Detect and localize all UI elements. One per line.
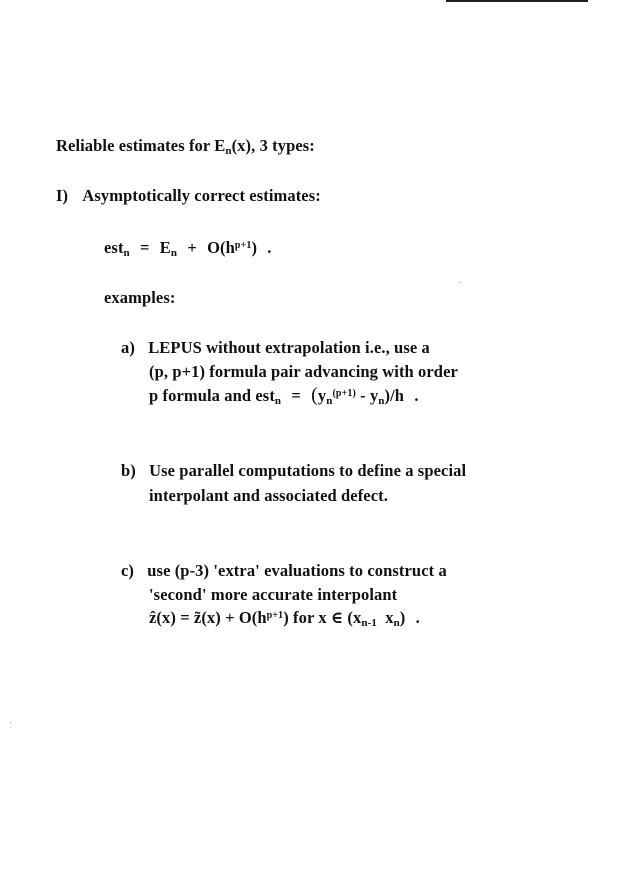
item-a-y-sup: (p+1) (332, 388, 356, 399)
item-c-text-3: ẑ(x) = z̃(x) + O(h (149, 608, 267, 627)
item-c-text-1: use (p-3) 'extra' evaluations to construct a (147, 561, 447, 580)
eq-lhs-sub: n (123, 247, 130, 259)
item-a-equals: = (291, 386, 301, 405)
section-title (56, 186, 321, 206)
item-c-sup: p+1 (266, 610, 284, 621)
item-a-y: y (317, 386, 327, 405)
eq-close: ) (251, 238, 258, 257)
scan-speck (10, 722, 11, 723)
item-a-line-1 (121, 338, 430, 358)
item-b-line-2: interpolant and associated defect. (149, 486, 388, 505)
item-c-label: c) (121, 561, 135, 580)
item-a-y2-sub: n (378, 395, 385, 407)
item-c-end: . (415, 608, 420, 627)
heading-text-end: (x), 3 types: (231, 136, 315, 155)
item-a-label: a) (121, 338, 135, 357)
top-edge-rule (446, 0, 588, 2)
scan-speck (459, 282, 460, 283)
eq-equals: = (140, 238, 150, 257)
page-heading (56, 136, 315, 157)
eq-e-sub: n (170, 247, 178, 259)
item-a-line-2: (p, p+1) formula pair advancing with order (149, 362, 458, 381)
section-marker: I) (56, 186, 69, 205)
item-a-sub: n (274, 395, 282, 407)
eq-order-sup: p+1 (234, 240, 252, 251)
heading-subscript: n (225, 145, 232, 157)
eq-e: E (159, 238, 171, 257)
eq-lhs: est (104, 238, 124, 257)
item-c-line-2: 'second' more accurate interpolant (149, 585, 398, 604)
item-b-label: b) (121, 461, 136, 480)
section-title-text: Asymptotically correct estimates: (82, 186, 321, 205)
item-a-y-sub: n (326, 395, 333, 407)
item-a-text-1: LEPUS without extrapolation i.e., use a (148, 338, 430, 357)
eq-order: O(h (207, 238, 235, 257)
item-a-post: )/h (384, 386, 405, 405)
heading-text: Reliable estimates for E (56, 136, 226, 155)
item-b-line-1 (121, 461, 466, 481)
eq-plus: + (187, 238, 197, 257)
item-c-mid: ) for x ∈ (x (283, 608, 362, 627)
item-a-text-3: p formula and est (149, 386, 275, 405)
item-a-paren: ( (311, 384, 318, 406)
eq-end: . (267, 238, 272, 257)
item-a-line-3 (149, 384, 419, 407)
item-c-line-3 (149, 608, 420, 629)
examples-label: examples: (104, 288, 176, 307)
item-c-sub-1: n-1 (361, 617, 377, 629)
item-c-line-1 (121, 561, 447, 581)
item-b-text-1: Use parallel computations to define a special (149, 461, 467, 480)
item-c-close: ) (399, 608, 406, 627)
item-c-sub-2: n (393, 617, 400, 629)
item-c-x: x (385, 608, 394, 627)
estimate-equation (104, 238, 272, 259)
item-a-end: . (414, 386, 419, 405)
item-a-minus: - y (360, 386, 379, 405)
